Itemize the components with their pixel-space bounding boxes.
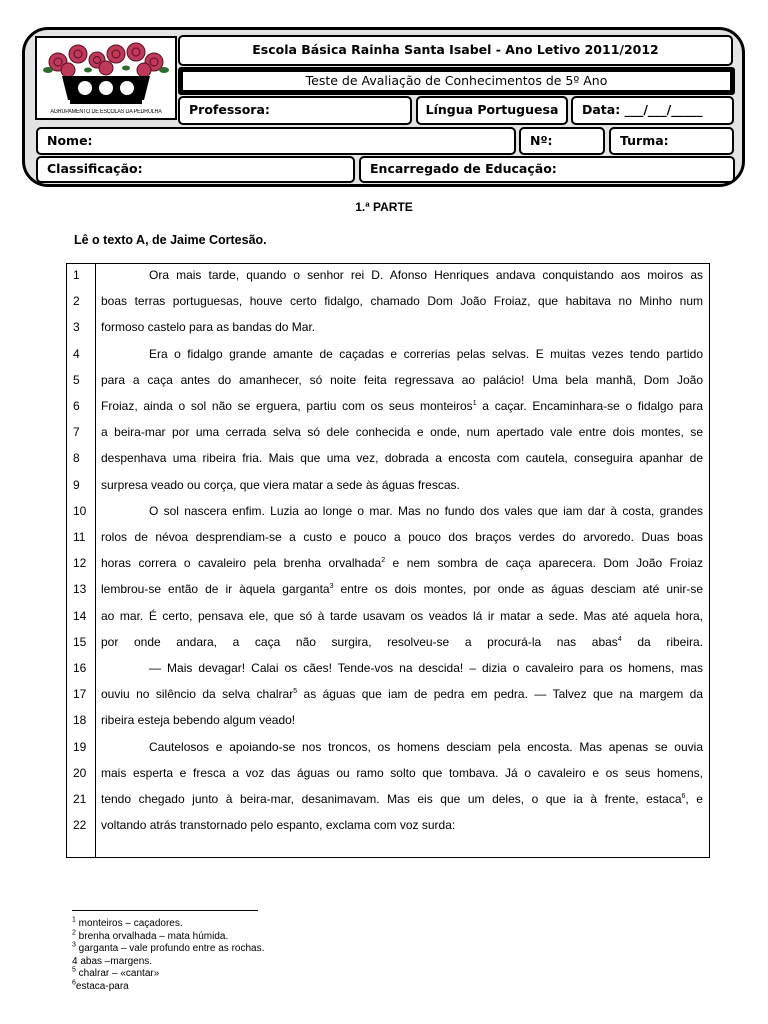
crown-roses-icon [40,40,172,106]
line-number: 10 [73,503,87,518]
footnote-number: 5 [72,967,76,975]
line-number: 14 [73,608,87,623]
grade-field[interactable] [36,156,355,183]
text-fragment: lembrou-se então de ir àquela garganta [101,582,330,597]
text-fragment: , e [685,792,703,806]
text-line: ao mar. É certo, pensava ele, que só à tarde usavam os veados lá ir matar a sede. Mas até aquela hora, [101,608,703,623]
footnote [72,956,264,969]
reading-instruction: Lê o texto A, de Jaime Cortesão. [74,233,267,247]
line-number: 16 [73,661,87,675]
text-row [67,447,709,473]
footnote-text: garganta – vale profundo entre as rochas. [75,943,265,955]
class-field[interactable] [609,127,734,155]
footnote [72,981,264,994]
text-row [67,657,709,683]
text-row [67,290,709,316]
footnote-number: 1 [72,916,76,924]
line-number: 6 [73,399,80,413]
footnote [72,968,264,981]
text-fragment: entre os dois montes, por onde as águas desciam até unir-se [333,582,703,597]
text-row [67,316,709,342]
guardian-label: Encarregado de Educação: [370,161,557,177]
text-line: Cautelosos e apoiando-se nos troncos, os homens desciam pela encosta. Mas apenas se ouvia [149,739,703,754]
footnote-text: brenha orvalhada – mata húmida. [75,930,229,942]
text-row [67,474,709,500]
school-logo [35,36,177,120]
text-line [101,582,703,596]
footnote-marker: 4 [617,635,622,643]
text-line: para a caça antes do amanhecer, só noite feita regressava ao palácio! Uma bela manhã, Dom João [101,372,703,387]
guardian-field[interactable] [359,156,735,183]
line-number: 5 [73,372,80,387]
text-line [101,792,703,806]
text-line [101,556,703,570]
text-fragment: a caçar. Encaminhara-se o fidalgo para [476,399,703,413]
line-number: 8 [73,451,80,466]
student-number-field[interactable] [519,127,605,155]
line-number: 12 [73,556,87,571]
footnote-text: chalrar – «cantar» [75,968,160,980]
grade-label: Classificação: [47,161,143,177]
text-fragment: da ribeira. [621,634,704,649]
footnote-number: 3 [72,941,76,949]
line-number: 19 [73,739,87,754]
text-row [67,552,709,578]
text-row [67,343,709,369]
text-line: — Mais devagar! Calai os cães! Tende-vos na descida! – dizia o cavaleiro para os homens, mas [149,661,703,675]
text-line: O sol nascera enfim. Luzia ao longe o mar. Mas no fundo dos vales que iam dar à costa, grandes [149,503,703,518]
text-row [67,788,709,814]
line-number: 13 [73,582,87,597]
text-row [67,762,709,788]
text-fragment: as águas que iam de pedra em pedra. — Talvez que na margem da [297,687,703,702]
line-number: 17 [73,687,87,702]
line-number: 1 [73,268,80,282]
footnote [72,918,264,931]
text-fragment: tendo chegado junto à beira-mar, desanimavam. Mas eis que um deles, o que ia à frente, estaca [101,792,682,806]
student-number-label: Nº: [530,132,553,148]
text-line: formoso castelo para as bandas do Mar. [101,320,316,335]
footnote [72,931,264,944]
subject-label: Língua Portuguesa [425,102,559,118]
text-line [101,399,703,413]
line-number: 21 [73,792,87,806]
line-number: 15 [73,634,87,649]
school-name-field [178,35,733,66]
date-label: Data: ___/___/_____ [582,102,703,118]
text-line [101,635,703,649]
logo-caption: AGRUPAMENTO DE ESCOLAS DA PEDRULHA [50,109,162,115]
text-line: Era o fidalgo grande amante de caçadas e correrias pelas selvas. E muitas vezes tendo partido [149,346,703,361]
text-line: boas terras portuguesas, houve certo fidalgo, chamado Dom João Froiaz, que habitava no Minho num [101,294,703,309]
school-name: Escola Básica Rainha Santa Isabel - Ano Letivo 2011/2012 [252,42,659,58]
text-row [67,605,709,631]
text-fragment: ouviu no silêncio da selva chalrar [101,687,294,702]
footnote-text: monteiros – caçadores. [75,918,183,929]
footnotes [72,918,264,994]
part-title: 1.ª PARTE [355,200,413,214]
line-number: 3 [73,320,80,335]
line-number: 18 [73,713,87,728]
text-row [67,500,709,526]
line-number: 2 [73,294,80,309]
footnote-marker: 3 [329,583,334,591]
text-fragment: Froiaz, ainda o sol não se erguera, partiu com os seus monteiros [101,399,473,413]
text-row [67,421,709,447]
text-row [67,578,709,604]
text-row [67,369,709,395]
text-row [67,264,709,290]
text-row [67,526,709,552]
footnote [72,943,264,956]
text-row [67,631,709,657]
text-row [67,395,709,421]
text-row [67,709,709,735]
teacher-field[interactable] [178,96,412,125]
text-line: surpresa veado ou corça, que viera matar a sede às águas frescas. [101,477,460,492]
date-field[interactable] [571,96,734,125]
text-line: Ora mais tarde, quando o senhor rei D. Afonso Henriques andava conquistando aos moiros as [149,268,703,282]
footnote-marker: 2 [381,557,386,565]
text-line: ribeira esteja bebendo algum veado! [101,713,296,728]
text-line: despenhava uma ribeira fria. Mais que uma vez, dobrada a encosta com cautela, conseguira apanhar de [101,451,703,466]
footnote-rule [72,910,258,911]
text-fragment: e nem sombra de caça aparecera. Dom João Froiaz [385,556,703,571]
line-number: 9 [73,477,80,492]
text-fragment: horas correra o cavaleiro pela brenha orvalhada [101,556,382,571]
footnote-marker: 6 [681,793,686,800]
numbered-text-box [66,263,710,858]
line-number: 4 [73,346,80,361]
footnote-number: 2 [72,929,76,937]
text-line [101,687,703,701]
line-number: 22 [73,818,87,833]
class-label: Turma: [620,132,669,148]
test-header [22,27,745,187]
test-title: Teste de Avaliação de Conhecimentos de 5º Ano [305,72,608,88]
test-title-field [178,67,735,95]
subject-field [416,96,568,125]
text-row [67,814,709,840]
footnote-marker: 1 [472,400,477,407]
text-line: a beira-mar por uma cerrada selva só dele conhecida e onde, num apertado vale entre dois montes, se [101,425,703,440]
text-line: mais esperta e fresca a voz das águas ou ramo solto que tombava. Já o cavaleiro e os seus homens, [101,765,703,780]
line-number: 20 [73,765,87,780]
footnote-marker: 5 [293,688,298,696]
line-number: 11 [73,530,86,544]
text-line: voltando atrás transtornado pelo espanto, exclama com voz surda: [101,818,456,833]
teacher-label: Professora: [189,102,270,118]
footnote-text: 4 abas –margens. [72,955,153,967]
line-number: 7 [73,425,80,440]
text-fragment: por onde andara, a caça não surgira, resolveu-se a procurá-la nas abas [101,634,618,649]
name-label: Nome: [47,132,93,148]
text-line: rolos de névoa desprendiam-se a custo e pouco a pouco dos braços verdes do arvoredo. Duas boas [101,530,703,544]
name-field[interactable] [36,127,516,155]
text-row [67,736,709,762]
footnote-text: estaca-para [75,980,129,992]
footnote-number: 6 [72,979,76,987]
text-row [67,683,709,709]
